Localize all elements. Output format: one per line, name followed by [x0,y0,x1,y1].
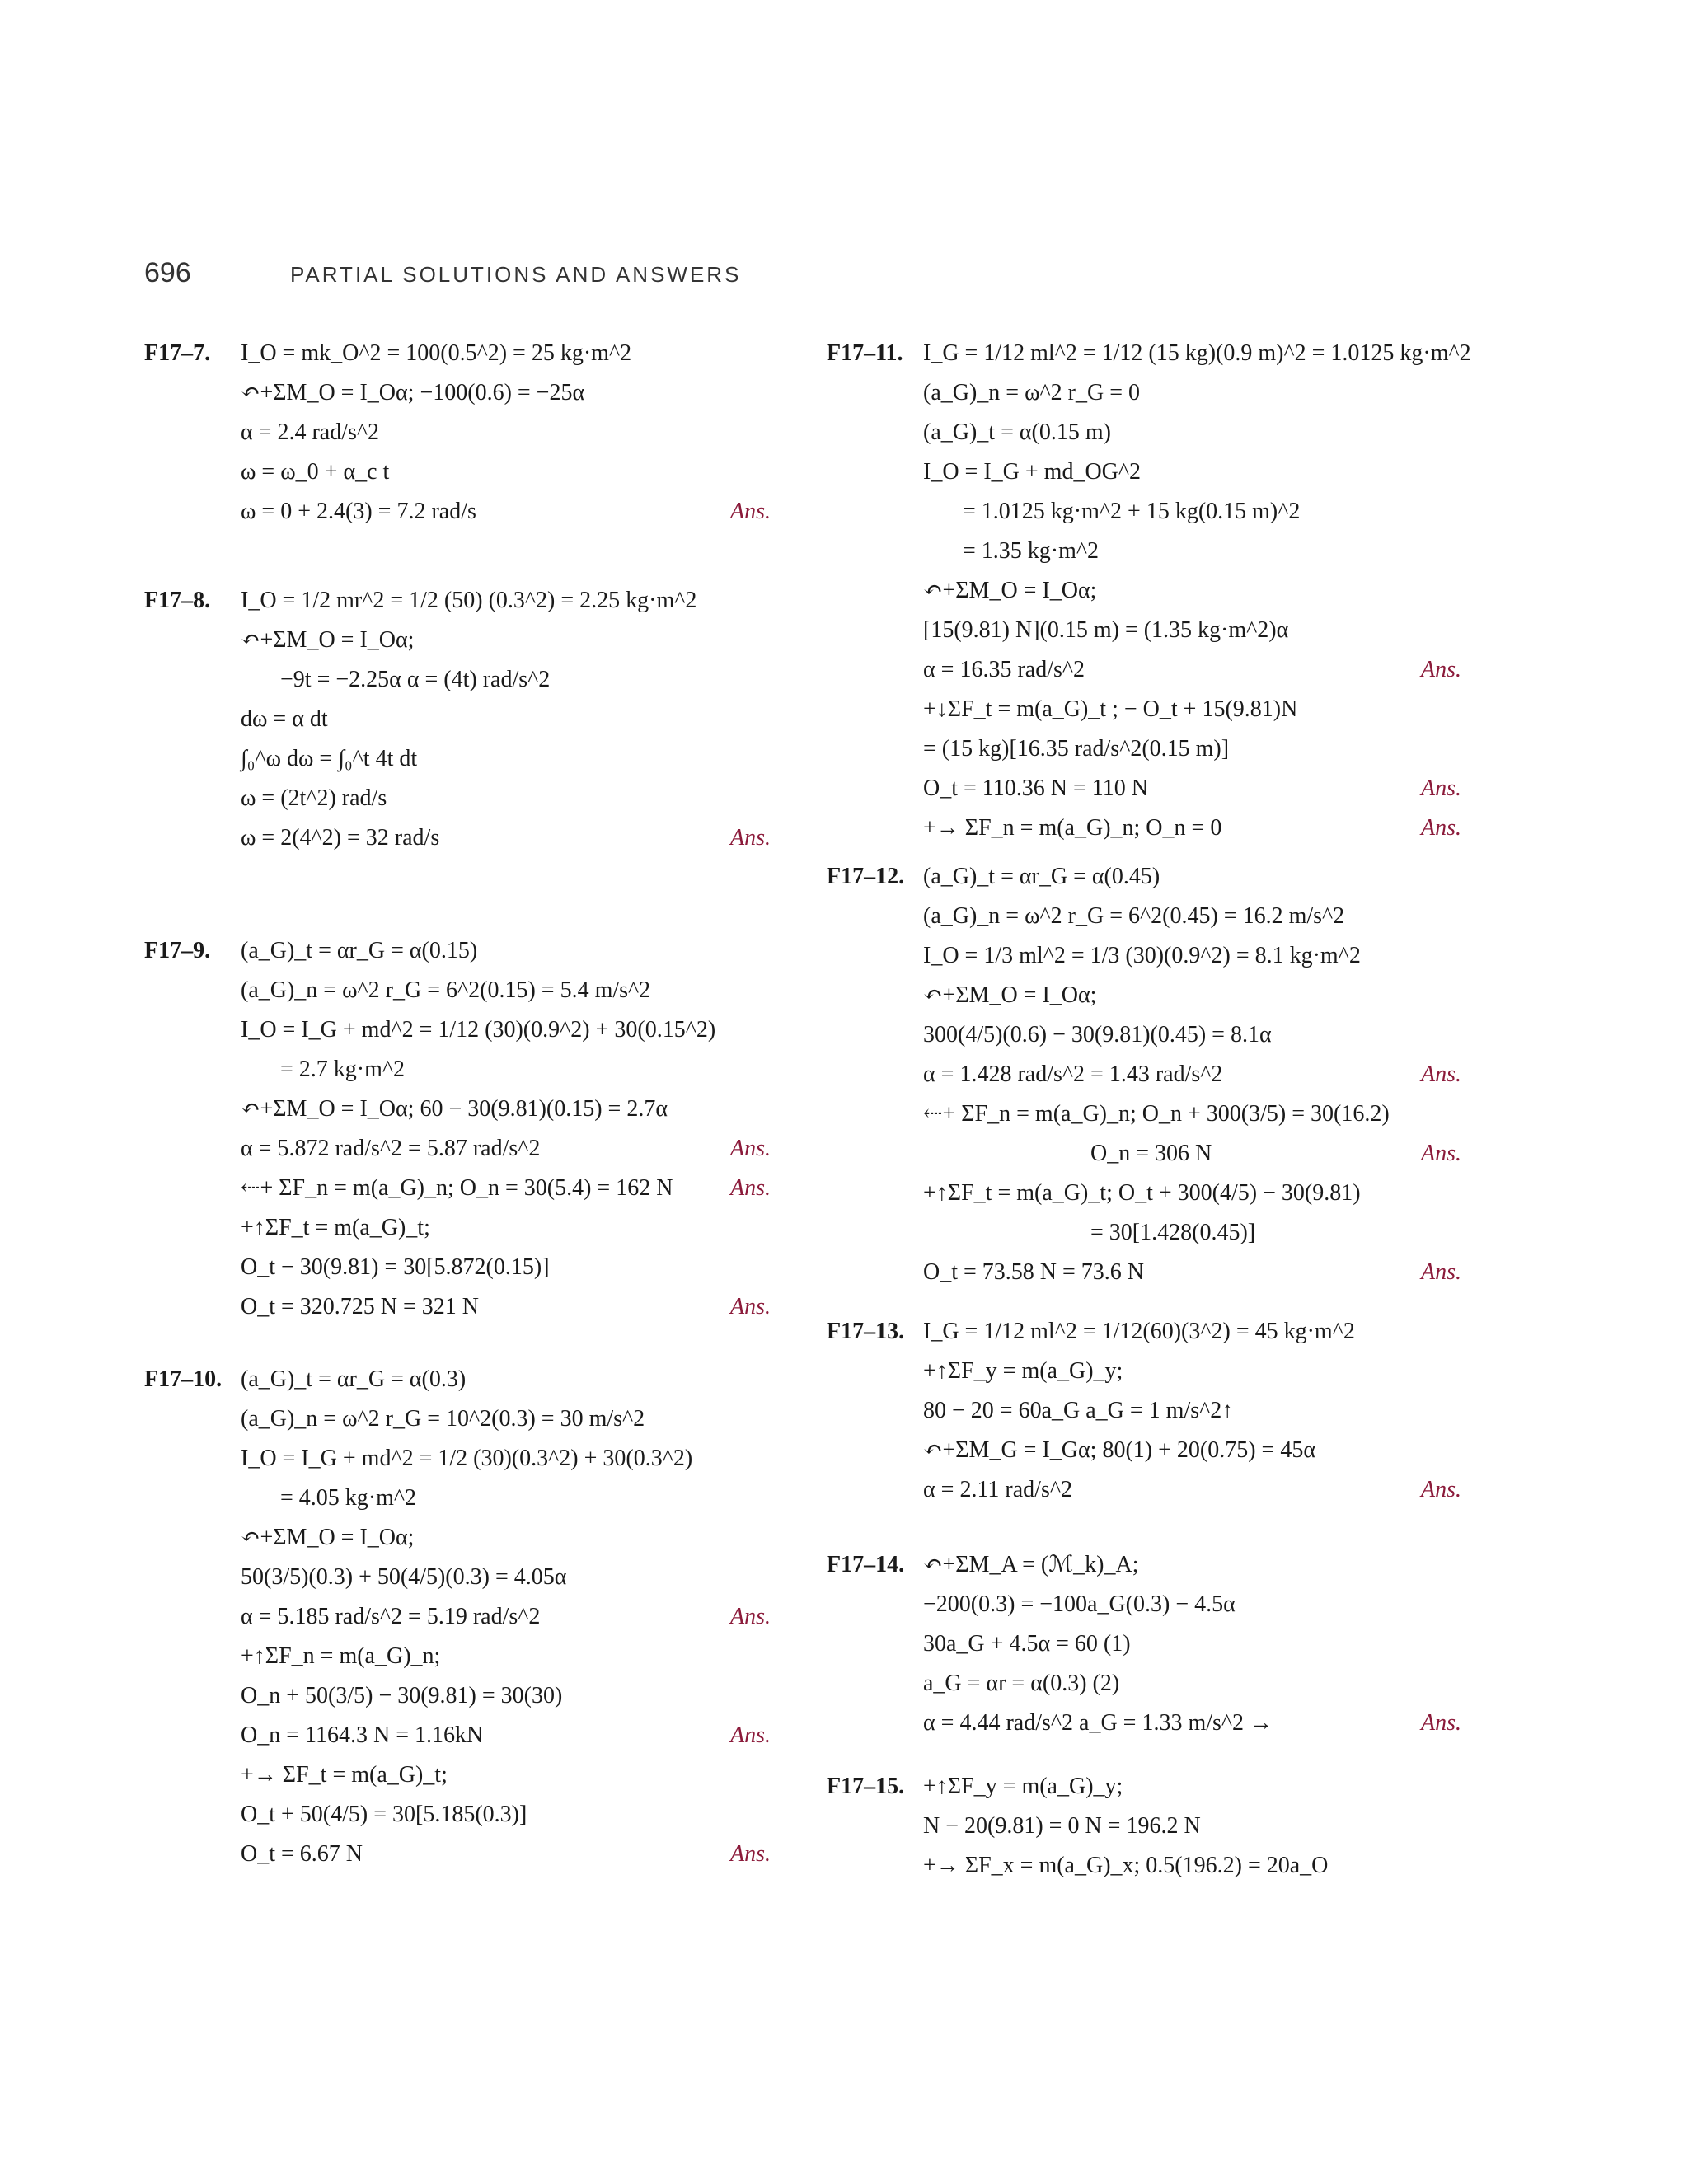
equation-text: (a_G)_t = αr_G = α(0.3) [241,1366,467,1392]
answer-marker: Ans. [1421,1477,1461,1502]
equation-line [923,1312,1453,1352]
equation-text: +→ ΣF_n = m(a_G)_n; O_n = 0 [923,815,1222,841]
equation-line [923,1624,1453,1664]
equation-line [923,690,1453,729]
equation-text: ⇠+ ΣF_n = m(a_G)_n; O_n + 300(3/5) = 30(16.2) [923,1101,1390,1127]
equation-text: dω = α dt [241,706,328,732]
equation-text: = 4.05 kg·m^2 [280,1485,417,1511]
problem-label: F17–7. [144,340,211,366]
equation-text: I_G = 1/12 ml^2 = 1/12(60)(3^2) = 45 kg·m^2 [923,1319,1355,1344]
equation-line [241,1518,771,1558]
equation-text: α = 5.872 rad/s^2 = 5.87 rad/s^2 [241,1136,541,1161]
answer-marker: Ans. [730,1136,771,1161]
problem-label: F17–9. [144,938,211,963]
equation-line [923,1470,1461,1510]
equation-text: α = 16.35 rad/s^2 [923,657,1085,682]
equation-line [280,1479,771,1518]
equation-line [1090,1134,1461,1174]
equation-text: O_t = 73.58 N = 73.6 N [923,1259,1145,1285]
answer-marker: Ans. [1421,1141,1461,1166]
equation-text: I_G = 1/12 ml^2 = 1/12 (15 kg)(0.9 m)^2 = 1.0125 kg·m^2 [923,340,1471,366]
answer-marker: Ans. [1421,1259,1461,1285]
equation-text: ↶+ΣM_A = (ℳ_k)_A; [923,1552,1139,1577]
equation-line [241,1248,771,1287]
equation-text: +→ ΣF_x = m(a_G)_x; 0.5(196.2) = 20a_O [923,1853,1329,1878]
equation-line [241,1558,771,1597]
equation-text: O_t = 110.36 N = 110 N [923,776,1148,801]
problem-label: F17–14. [827,1552,905,1577]
equation-line [241,1129,771,1169]
equation-text: = 30[1.428(0.45)] [1090,1220,1256,1245]
equation-line [923,1704,1461,1743]
equation-line [241,1090,771,1129]
equation-text: O_t = 320.725 N = 321 N [241,1294,480,1319]
equation-line [923,897,1453,936]
equation-line [923,976,1453,1015]
equation-line [923,1431,1453,1470]
equation-line [963,532,1453,571]
equation-text: +↑ΣF_t = m(a_G)_t; [241,1215,430,1240]
equation-text: O_n = 306 N [1090,1141,1212,1166]
equation-text: ⇠+ ΣF_n = m(a_G)_n; O_n = 30(5.4) = 162 N [241,1175,673,1201]
equation-line [241,373,771,413]
equation-text: α = 2.11 rad/s^2 [923,1477,1072,1502]
equation-text: = (15 kg)[16.35 rad/s^2(0.15 m)] [923,736,1230,762]
equation-line [923,936,1453,976]
equation-line [923,857,1453,897]
answer-marker: Ans. [1421,657,1461,682]
equation-line [241,621,771,660]
equation-line [923,769,1461,808]
answer-marker: Ans. [730,1604,771,1629]
equation-line [241,1169,771,1208]
equation-text: +↑ΣF_y = m(a_G)_y; [923,1358,1123,1384]
equation-line [923,1545,1453,1585]
equation-text: (a_G)_t = αr_G = α(0.15) [241,938,478,963]
problem-label: F17–8. [144,588,211,613]
equation-text: +↑ΣF_n = m(a_G)_n; [241,1643,441,1669]
equation-text: ↶+ΣM_O = I_Oα; [241,627,415,653]
equation-text: 300(4/5)(0.6) − 30(9.81)(0.45) = 8.1α [923,1022,1272,1047]
equation-line [241,1399,771,1439]
equation-text: ↶+ΣM_O = I_Oα; [241,1525,415,1550]
equation-line [241,1637,771,1676]
problem-label: F17–12. [827,864,905,889]
problem-label: F17–10. [144,1366,223,1392]
equation-text: I_O = I_G + md_OG^2 [923,459,1142,485]
equation-text: O_n + 50(3/5) − 30(9.81) = 30(30) [241,1683,563,1708]
equation-line [923,650,1461,690]
equation-text: α = 4.44 rad/s^2 a_G = 1.33 m/s^2 → [923,1710,1273,1736]
equation-line [241,1208,771,1248]
equation-line [923,611,1453,650]
equation-text: (a_G)_t = αr_G = α(0.45) [923,864,1160,889]
equation-line [241,779,771,818]
answer-marker: Ans. [730,1841,771,1867]
equation-text: ω = ω_0 + α_c t [241,459,390,485]
equation-line [923,413,1453,452]
equation-line [241,334,771,373]
equation-text: [15(9.81) N](0.15 m) = (1.35 kg·m^2)α [923,617,1289,643]
equation-text: α = 5.185 rad/s^2 = 5.19 rad/s^2 [241,1604,541,1629]
equation-text: = 1.0125 kg·m^2 + 15 kg(0.15 m)^2 [963,499,1301,524]
equation-text: 80 − 20 = 60a_G a_G = 1 m/s^2↑ [923,1398,1234,1423]
equation-line [241,1795,771,1835]
page-number: 696 [144,257,191,288]
equation-text: (a_G)_t = α(0.15 m) [923,419,1111,445]
equation-text: I_O = 1/3 ml^2 = 1/3 (30)(0.9^2) = 8.1 kg·m^2 [923,943,1361,968]
answer-marker: Ans. [730,1175,771,1201]
equation-text: ↶+ΣM_G = I_Gα; 80(1) + 20(0.75) = 45α [923,1437,1315,1463]
equation-line [241,1597,771,1637]
equation-line [241,1360,771,1399]
equation-line [923,571,1453,611]
equation-line [923,452,1453,492]
equation-line [241,931,771,971]
equation-text: a_G = αr = α(0.3) (2) [923,1671,1120,1696]
equation-text: I_O = I_G + md^2 = 1/12 (30)(0.9^2) + 30(0.15^2) [241,1017,716,1043]
equation-text: α = 1.428 rad/s^2 = 1.43 rad/s^2 [923,1062,1223,1087]
answer-marker: Ans. [1421,776,1461,801]
equation-line [1090,1213,1453,1253]
equation-text: ↶+ΣM_O = I_Oα; 60 − 30(9.81)(0.15) = 2.7α [241,1096,668,1122]
equation-line [241,1010,771,1050]
equation-line [923,1585,1453,1624]
equation-line [923,1094,1453,1134]
equation-text: 50(3/5)(0.3) + 50(4/5)(0.3) = 4.05α [241,1564,567,1590]
equation-line [241,971,771,1010]
equation-line [241,1676,771,1716]
equation-line [923,1015,1453,1055]
equation-text: O_t − 30(9.81) = 30[5.872(0.15)] [241,1254,550,1280]
equation-line [923,808,1461,848]
equation-text: I_O = I_G + md^2 = 1/2 (30)(0.3^2) + 30(0.3^2) [241,1446,693,1471]
equation-text: I_O = mk_O^2 = 100(0.5^2) = 25 kg·m^2 [241,340,632,366]
equation-text: α = 2.4 rad/s^2 [241,419,380,445]
answer-marker: Ans. [730,825,771,851]
equation-text: −200(0.3) = −100a_G(0.3) − 4.5α [923,1591,1236,1617]
equation-text: 30a_G + 4.5α = 60 (1) [923,1631,1131,1657]
equation-line [241,452,771,492]
answer-marker: Ans. [1421,1710,1461,1736]
equation-line [241,413,771,452]
equation-text: −9t = −2.25α α = (4t) rad/s^2 [280,667,551,692]
equation-text: ↶+ΣM_O = I_Oα; −100(0.6) = −25α [241,380,585,405]
answer-marker: Ans. [730,1722,771,1748]
problem-label: F17–13. [827,1319,905,1344]
equation-line [923,1174,1453,1213]
equation-line [241,700,771,739]
equation-line [241,1287,771,1327]
equation-text: ↶+ΣM_O = I_Oα; [923,982,1097,1008]
equation-text: = 1.35 kg·m^2 [963,538,1100,564]
equation-line [280,660,771,700]
running-head: PARTIAL SOLUTIONS AND ANSWERS [290,262,742,287]
equation-text: +↑ΣF_t = m(a_G)_t; O_t + 300(4/5) − 30(9.81) [923,1180,1361,1206]
equation-text: (a_G)_n = ω^2 r_G = 10^2(0.3) = 30 m/s^2 [241,1406,645,1432]
equation-text: (a_G)_n = ω^2 r_G = 6^2(0.45) = 16.2 m/s^2 [923,903,1345,929]
equation-text: ω = 2(4^2) = 32 rad/s [241,825,440,851]
equation-line [241,581,771,621]
equation-text: +↓ΣF_t = m(a_G)_t ; − O_t + 15(9.81)N [923,696,1298,722]
answer-marker: Ans. [1421,1062,1461,1087]
equation-line [923,1055,1461,1094]
answer-marker: Ans. [730,499,771,524]
equation-text: ω = 0 + 2.4(3) = 7.2 rad/s [241,499,476,524]
equation-text: N − 20(9.81) = 0 N = 196.2 N [923,1813,1201,1839]
equation-line [241,1439,771,1479]
equation-text: O_t = 6.67 N [241,1841,363,1867]
equation-text: (a_G)_n = ω^2 r_G = 0 [923,380,1140,405]
answer-marker: Ans. [1421,815,1461,841]
equation-line [241,1755,771,1795]
equation-text: +↑ΣF_y = m(a_G)_y; [923,1774,1123,1799]
problem-label: F17–15. [827,1774,905,1799]
equation-line [923,1352,1453,1391]
equation-line [241,492,771,532]
equation-line [923,1664,1453,1704]
equation-line [241,1835,771,1874]
equation-line [241,739,771,779]
equation-line [963,492,1453,532]
equation-text: ∫₀^ω dω = ∫₀^t 4t dt [241,746,418,771]
equation-line [923,1253,1461,1292]
equation-line [923,1807,1453,1846]
equation-text: ω = (2t^2) rad/s [241,785,387,811]
equation-line [923,729,1453,769]
equation-line [923,1767,1453,1807]
equation-line [923,334,1471,373]
equation-text: O_n = 1164.3 N = 1.16kN [241,1722,484,1748]
equation-text: = 2.7 kg·m^2 [280,1057,406,1082]
equation-line [923,1391,1453,1431]
equation-text: +→ ΣF_t = m(a_G)_t; [241,1762,448,1788]
equation-text: ↶+ΣM_O = I_Oα; [923,578,1097,603]
equation-line [923,1846,1453,1886]
equation-text: O_t + 50(4/5) = 30[5.185(0.3)] [241,1802,528,1827]
answer-marker: Ans. [730,1294,771,1319]
equation-line [241,1716,771,1755]
equation-line [923,373,1453,413]
problem-label: F17–11. [827,340,903,366]
equation-text: (a_G)_n = ω^2 r_G = 6^2(0.15) = 5.4 m/s^2 [241,977,651,1003]
equation-line [241,818,771,858]
equation-text: I_O = 1/2 mr^2 = 1/2 (50) (0.3^2) = 2.25 kg·m^2 [241,588,697,613]
equation-line [280,1050,771,1090]
